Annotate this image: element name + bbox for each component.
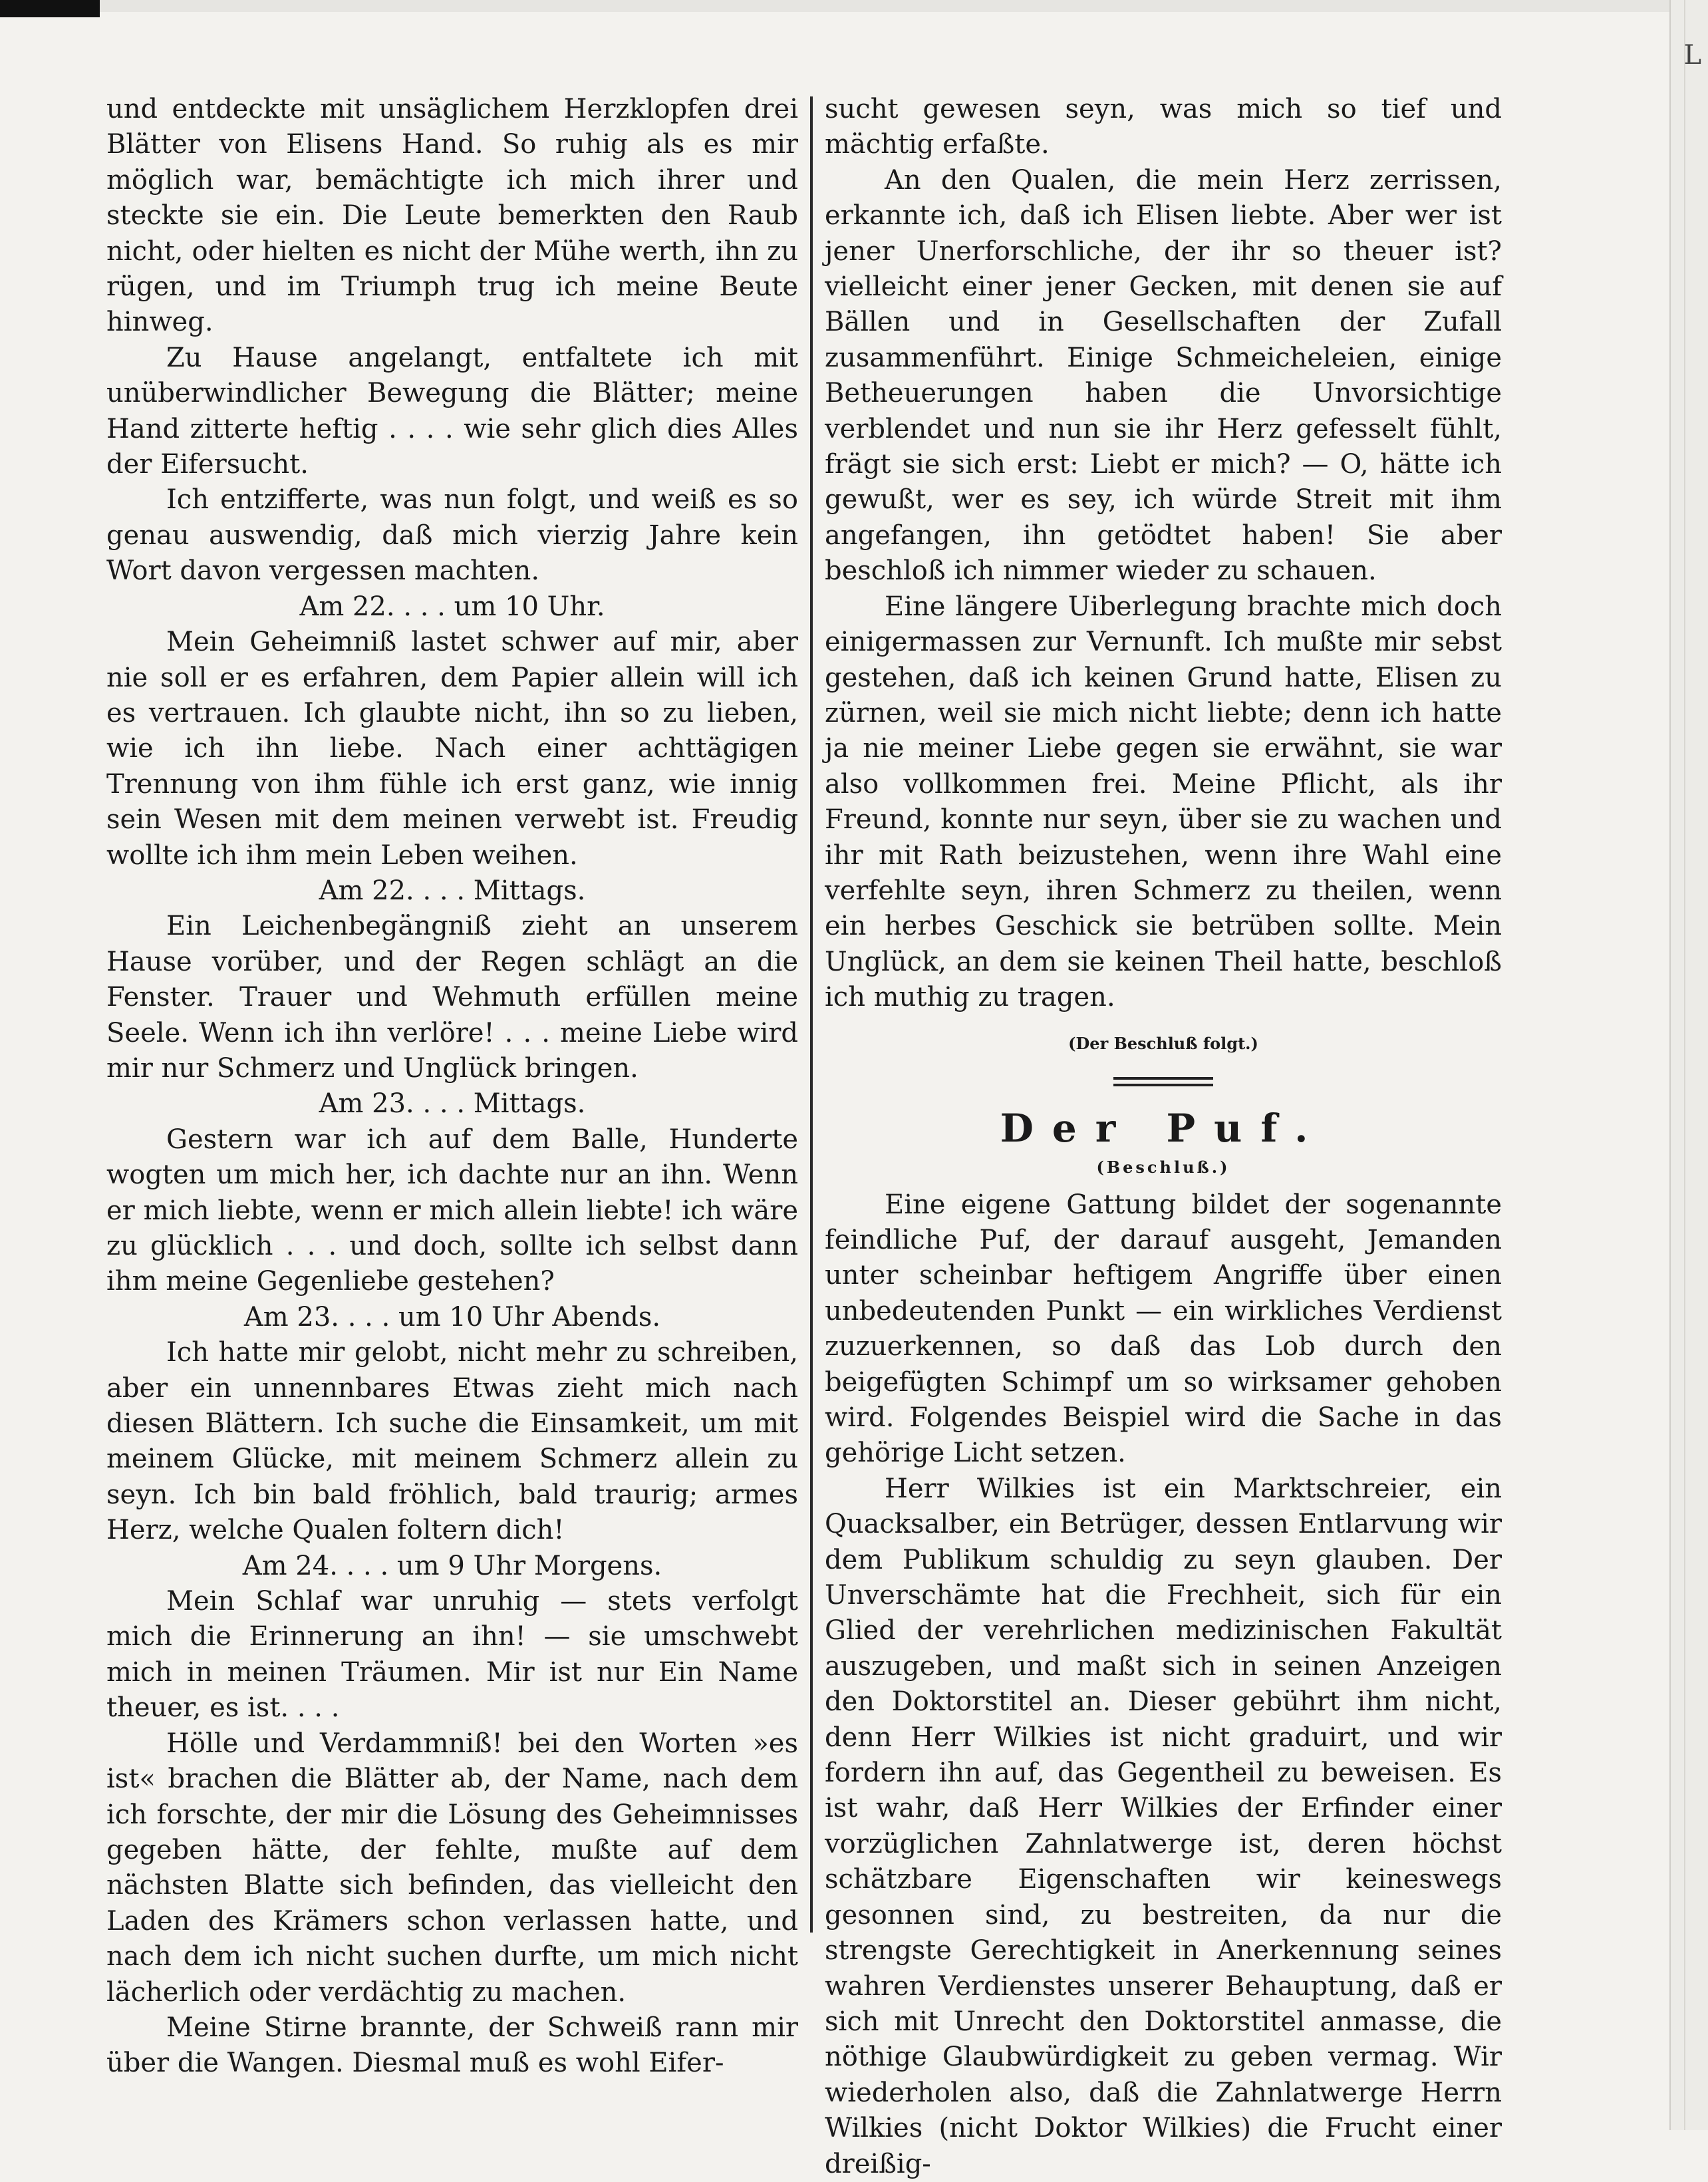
right-column (825, 92, 1502, 2182)
margin-tick-mark: L (1683, 40, 1701, 71)
continued-note: (Der Beschluß folgt.) (1068, 1033, 1258, 1053)
article-subtitle: (Beschluß.) (1096, 1157, 1230, 1177)
diary-date-heading: Am 23. . . . um 10 Uhr Abends. (243, 1301, 661, 1332)
paragraph: Gestern war ich auf dem Balle, Hunderte wogten um mich her, ich dachte nur an ihn. Wenn er mich liebte, wenn er mich allein liebte! ich wäre zu glücklich . . . und doch, sollte ich selbst dann ihm meine Gegenliebe gestehen? (106, 1124, 798, 1297)
margin-line (1684, 0, 1685, 2130)
diary-date-heading: Am 22. . . . um 10 Uhr. (299, 591, 605, 622)
paragraph: und entdeckte mit unsäglichem Herzklopfen drei Blätter von Elisens Hand. So ruhig als es mir möglich war, bemächtigte ich mich ihrer und steckte sie ein. Die Leute bemerkten den Raub nicht, oder hielten es nicht der Mühe werth, ihn zu rügen, und im Triumph trug ich meine Beute hinweg. (106, 94, 798, 338)
paragraph: Ein Leichenbegängniß zieht an unserem Hause vorüber, und der Regen schlägt an die Fenster. Trauer und Wehmuth erfüllen meine Seele. Wenn ich ihn verlöre! . . . meine Liebe wird mir nur Schmerz und Unglück bringen. (106, 911, 798, 1084)
paragraph: Zu Hause angelangt, entfaltete ich mit unüberwindlicher Bewegung die Blätter; meine Hand zitterte heftig . . . . wie sehr glich dies Alles der Eifersucht. (106, 342, 798, 480)
diary-date-heading: Am 23. . . . Mittags. (319, 1088, 586, 1120)
diary-date-heading: Am 24. . . . um 9 Uhr Morgens. (242, 1550, 662, 1581)
paragraph: Ich hatte mir gelobt, nicht mehr zu schreiben, aber ein unnennbares Etwas zieht mich nach diesen Blättern. Ich suche die Einsamkeit, um mit meinem Glücke, mit meinem Schmerz allein zu seyn. Ich bin bald fröhlich, bald traurig; armes Herz, welche Qualen foltern dich! (106, 1337, 798, 1546)
column-divider (810, 96, 813, 1933)
section-rule (1113, 1077, 1213, 1086)
paragraph: Herr Wilkies ist ein Marktschreier, ein Quacksalber, ein Betrüger, dessen Entlarvung wir dem Publikum schuldig zu seyn glauben. Der Unverschämte hat die Frechheit, sich für ein Glied der verehrlichen medizinischen Fakultät auszugeben, und maßt sich in seinen Anzeigen den Doktorstitel an. Dieser gebührt ihm nicht, denn Herr Wilkies ist nicht graduirt, und wir fordern ihn auf, das Gegentheil zu beweisen. Es ist wahr, daß Herr Wilkies der Erfinder einer vorzüglichen Zahnlatwerge ist, deren höchst schätzbare Eigenschaften wir keineswegs gesonnen sind, zu bestreiten, da nur die strengste Gerechtigkeit in Anerkennung seines wahren Verdienstes unserer Behauptung, daß er sich mit Unrecht den Doktorstitel anmasse, die nöthige Glaubwürdigkeit zu geben vermag. Wir wiederholen also, daß die Zahnlatwerge Herrn Wilkies (nicht Doktor Wilkies) die Frucht einer dreißig- (825, 1473, 1502, 2179)
paragraph: Mein Schlaf war unruhig — stets verfolgt mich die Erinnerung an ihn! — sie umschwebt mich in meinen Träumen. Mir ist nur Ein Name theuer, es ist. . . . (106, 1586, 798, 1724)
left-column (106, 92, 798, 2082)
diary-date-heading: Am 22. . . . Mittags. (319, 875, 586, 906)
paragraph: Mein Geheimniß lastet schwer auf mir, aber nie soll er es erfahren, dem Papier allein will ich es vertrauen. Ich glaubte nicht, ihn so zu lieben, wie ich ihn liebe. Nach einer achttägigen Trennung von ihm fühle ich erst ganz, wie innig sein Wesen mit dem meinen verwebt ist. Freudig wollte ich ihm mein Leben weihen. (106, 627, 798, 871)
paragraph: Hölle und Verdammniß! bei den Worten »es ist« brachen die Blätter ab, der Name, nach dem ich forschte, der mir die Lösung des Geheimnisses gegeben hätte, der fehlte, mußte auf dem nächsten Blatte sich befinden, das vielleicht den Laden des Krämers schon verlassen hatte, und nach dem ich nicht suchen durfte, um mich nicht lächerlich oder verdächtig zu machen. (106, 1728, 798, 2008)
article-title: Der Puf. (1000, 1105, 1327, 1151)
paragraph: Meine Stirne brannte, der Schweiß rann mir über die Wangen. Diesmal muß es wohl Eifer- (106, 2012, 798, 2079)
paragraph: An den Qualen, die mein Herz zerrissen, erkannte ich, daß ich Elisen liebte. Aber wer ist jener Unerforschliche, der ihr so theuer ist? vielleicht einer jener Gecken, mit denen sie auf Bällen und in Gesellschaften der Zufall zusammenführt. Einige Schmeicheleien, einige Betheuerungen haben die Unvorsichtige verblendet und nun sie ihr Herz gefesselt fühlt, frägt sie sich erst: Liebt er mich? — O, hätte ich gewußt, wer es sey, ich würde Streit mit ihm angefangen, ihn getödtet haben! Sie aber beschloß ich nimmer wieder zu schauen. (825, 164, 1502, 587)
scan-top-edge (0, 0, 1708, 12)
paragraph: sucht gewesen seyn, was mich so tief und mächtig erfaßte. (825, 94, 1502, 160)
paragraph: Ich entzifferte, was nun folgt, und weiß es so genau auswendig, daß mich vierzig Jahre kein Wort davon vergessen machten. (106, 484, 798, 587)
page-right-margin (1669, 0, 1708, 2130)
paragraph: Eine eigene Gattung bildet der sogenannte feindliche Puf, der darauf ausgeht, Jemanden unter scheinbar heftigem Angriffe über einen unbedeutenden Punkt — ein wirkliches Verdienst zuzuerkennen, so daß das Lob durch den beigefügten Schimpf um so wirksamer gehoben wird. Folgendes Beispiel wird die Sache in das gehörige Licht setzen. (825, 1189, 1502, 1469)
scan-corner-mark (0, 0, 100, 17)
paragraph: Eine längere Uiberlegung brachte mich doch einigermassen zur Vernunft. Ich mußte mir sebst gestehen, daß ich keinen Grund hatte, Elisen zu zürnen, weil sie mich nicht liebte; denn ich hatte ja nie meiner Liebe gegen sie erwähnt, sie war also vollkommen frei. Meine Pflicht, als ihr Freund, konnte nur seyn, über sie zu wachen und ihr mit Rath beizustehen, wenn ihre Wahl eine verfehlte seyn, ihren Schmerz zu theilen, wenn ein herbes Geschick sie betrüben sollte. Mein Unglück, an dem sie keinen Theil hatte, beschloß ich muthig zu tragen. (825, 591, 1502, 1013)
